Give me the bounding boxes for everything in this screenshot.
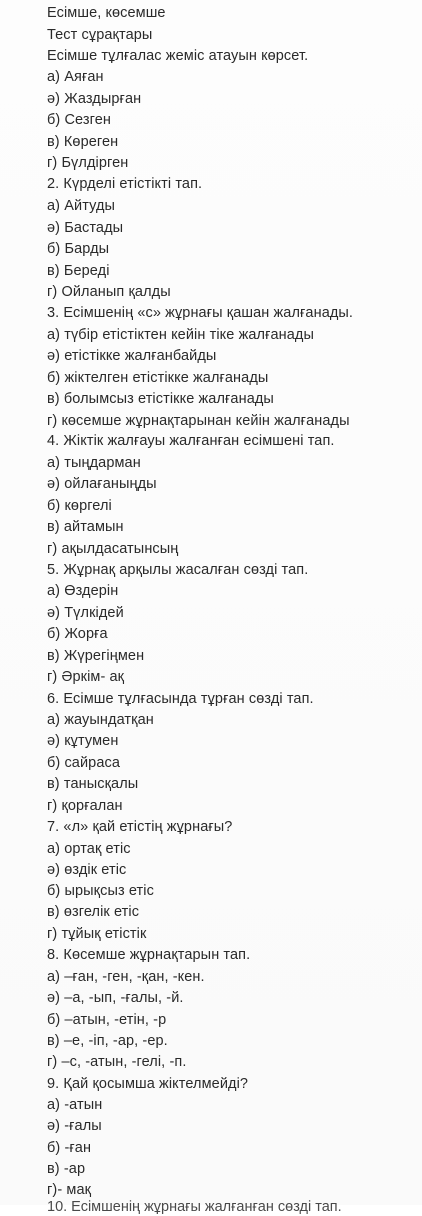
answer-option: г) қорғалан: [47, 798, 123, 814]
answer-option: б) –атын, -етін, -р: [47, 1012, 167, 1028]
answer-option: б) Жорға: [47, 626, 108, 642]
question-text: 8. Көсемше жұрнақтарын тап.: [47, 947, 251, 963]
answer-option: ә) -ғалы: [47, 1118, 102, 1134]
answer-option: ә) өздік етіс: [47, 862, 127, 878]
answer-option: г)- мақ: [47, 1182, 92, 1198]
question-text: Есімше тұлғалас жеміс атауын көрсет.: [47, 48, 309, 64]
answer-option: г) Бүлдірген: [47, 155, 129, 171]
answer-option: б) -ған: [47, 1140, 92, 1156]
answer-option: ә) ойлағаныңды: [47, 476, 157, 492]
question-text: 2. Күрделі етістікті тап.: [47, 176, 203, 192]
answer-option: г) Ойланып қалды: [47, 284, 171, 300]
question-text: 3. Есімшенің «с» жұрнағы қашан жалғанады.: [47, 305, 354, 321]
answer-option: в) –е, -іп, -ар, -ер.: [47, 1033, 168, 1049]
document-title: Есімше, көсемше: [47, 5, 166, 21]
answer-option: г) тұйық етістік: [47, 926, 147, 942]
answer-option: б) көргелі: [47, 498, 112, 514]
answer-option: а) түбір етістіктен кейін тіке жалғанады: [47, 327, 314, 343]
answer-option: г) ақылдасатынсың: [47, 541, 179, 557]
question-text: 6. Есімше тұлғасында тұрған сөзді тап.: [47, 691, 314, 707]
answer-option: в) айтамын: [47, 519, 124, 535]
cut-off-line-text: 10. Есімшенің жұрнағы жалғанған сөзді тап.: [47, 1199, 342, 1215]
answer-option: б) Барды: [47, 241, 110, 257]
answer-option: г) –с, -атын, -гелі, -п.: [47, 1054, 187, 1070]
answer-option: в) Жүрегіңмен: [47, 648, 145, 664]
answer-option: ә) –а, -ып, -ғалы, -й.: [47, 990, 184, 1006]
question-text: 9. Қай қосымша жіктелмейді?: [47, 1076, 249, 1092]
answer-option: в) өзгелік етіс: [47, 904, 140, 920]
answer-option: а) –ған, -ген, -қан, -кен.: [47, 969, 205, 985]
answer-option: г) Әркім- ақ: [47, 669, 125, 685]
answer-option: а) Өздерін: [47, 583, 119, 599]
answer-option: ә) Жаздырған: [47, 91, 142, 107]
answer-option: в) Көреген: [47, 134, 119, 150]
answer-option: б) Сезген: [47, 112, 111, 128]
answer-option: б) сайраса: [47, 755, 121, 771]
answer-option: в) танысқалы: [47, 776, 139, 792]
answer-option: а) Айтуды: [47, 198, 116, 214]
cut-off-line: [47, 1197, 377, 1215]
answer-option: б) жіктелген етістікке жалғанады: [47, 370, 269, 386]
answer-option: ә) Түлкідей: [47, 605, 124, 621]
answer-option: а) ортақ етіс: [47, 841, 131, 857]
answer-option: г) көсемше жұрнақтарынан кейін жалғанады: [47, 413, 350, 429]
question-text: 5. Жұрнақ арқылы жасалған сөзді тап.: [47, 562, 309, 578]
answer-option: в) болымсыз етістікке жалғанады: [47, 391, 274, 407]
document-subtitle: Тест сұрақтары: [47, 27, 153, 43]
answer-option: в) -ар: [47, 1161, 86, 1177]
answer-option: б) ырықсыз етіс: [47, 883, 154, 899]
answer-option: а) тыңдарман: [47, 455, 141, 471]
answer-option: а) жауындатқан: [47, 712, 154, 728]
answer-option: ә) етістікке жалғанбайды: [47, 348, 217, 364]
question-text: 4. Жіктік жалғауы жалғанған есімшені тап.: [47, 433, 335, 449]
answer-option: ә) кұтумен: [47, 733, 119, 749]
answer-option: а) -атын: [47, 1097, 103, 1113]
answer-option: в) Береді: [47, 263, 110, 279]
answer-option: ә) Бастады: [47, 220, 124, 236]
answer-option: а) Аяған: [47, 69, 104, 85]
question-text: 7. «л» қай етістің жұрнағы?: [47, 819, 233, 835]
